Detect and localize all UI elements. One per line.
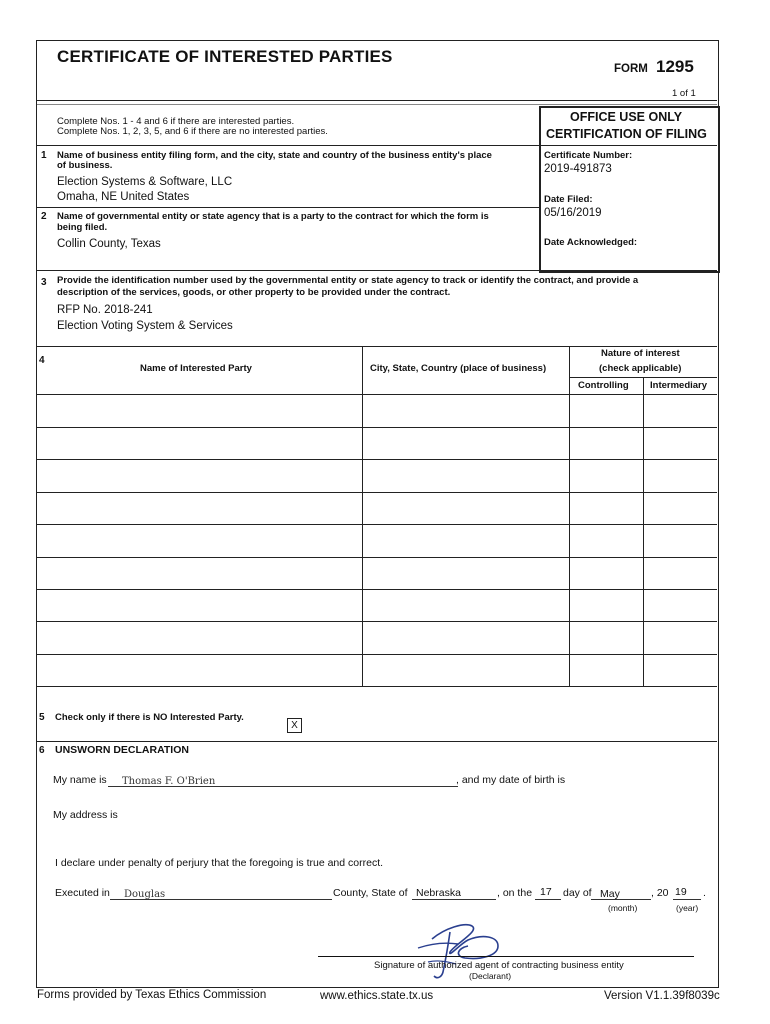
year-line [673, 899, 701, 900]
certificate-number-value: 2019-491873 [544, 163, 612, 175]
column-header-nature: Nature of interest [601, 348, 680, 359]
header-rule-2 [37, 104, 717, 105]
footer-left: Forms provided by Texas Ethics Commission [37, 989, 267, 1001]
table-header-rule [37, 394, 717, 395]
state-line [412, 899, 496, 900]
section-3-label-2: description of the services, goods, or other property to be provided under the contract. [57, 287, 451, 298]
section-2-rule [37, 207, 539, 208]
table-row [37, 686, 717, 687]
date-filed-label: Date Filed: [544, 194, 593, 205]
page-count: 1 of 1 [672, 88, 696, 99]
section-1-rule [37, 145, 539, 146]
name-prefix-label: My name is [53, 774, 107, 786]
county-value: Douglas [124, 889, 166, 900]
address-label: My address is [53, 809, 118, 821]
office-divider [540, 145, 717, 146]
table-row [37, 492, 717, 493]
section-4-rule [37, 346, 717, 347]
on-the-label: , on the [497, 887, 533, 899]
form-title: CERTIFICATE OF INTERESTED PARTIES [57, 47, 393, 66]
office-use-title: OFFICE USE ONLY [570, 110, 683, 124]
state-value: Nebraska [416, 887, 461, 899]
day-line [535, 899, 561, 900]
signature-caption: Signature of authorized agent of contracting business entity [374, 960, 624, 971]
contract-description-value: Election Voting System & Services [57, 320, 233, 332]
month-caption: (month) [608, 903, 638, 913]
section-1-label-1: Name of business entity filing form, and the city, state and country of the business entity's place [57, 150, 492, 161]
section-3-number: 3 [41, 277, 47, 288]
checkbox-mark: X [291, 720, 298, 731]
business-name-value: Election Systems & Software, LLC [57, 176, 233, 188]
governmental-entity-value: Collin County, Texas [57, 238, 161, 250]
column-header-name: Name of Interested Party [140, 363, 252, 374]
section-2-label-1: Name of governmental entity or state agency that is a party to the contract for which the form is [57, 211, 489, 222]
unsworn-declaration-title: UNSWORN DECLARATION [55, 744, 189, 756]
day-value: 17 [540, 886, 552, 898]
certificate-number-label: Certificate Number: [544, 150, 633, 161]
no-interested-party-checkbox[interactable] [287, 718, 302, 733]
section-5-label: Check only if there is NO Interested Party. [55, 712, 244, 723]
date-of-birth-label: , and my date of birth is [456, 774, 566, 786]
instructions-line-2: Complete Nos. 1, 2, 3, 5, and 6 if there are no interested parties. [57, 126, 328, 137]
signature-line [318, 956, 694, 957]
business-location-value: Omaha, NE United States [57, 191, 190, 203]
date-filed-value: 05/16/2019 [544, 207, 602, 219]
table-row [37, 621, 717, 622]
column-header-controlling: Controlling [578, 380, 629, 391]
table-row [37, 524, 717, 525]
day-of-label: day of [563, 887, 592, 899]
month-value: May [600, 888, 620, 900]
header-rule [37, 100, 717, 101]
county-label: County, State of [333, 887, 408, 899]
footer-url[interactable]: www.ethics.state.tx.us [320, 990, 434, 1002]
form-number: 1295 [656, 57, 694, 76]
year-end-mark: . [703, 887, 706, 899]
column-divider-3 [643, 377, 644, 686]
column-header-check: (check applicable) [599, 363, 682, 374]
table-row [37, 459, 717, 460]
declarant-caption: (Declarant) [469, 971, 512, 981]
column-header-intermediary: Intermediary [650, 380, 708, 391]
certification-title: CERTIFICATION OF FILING [546, 127, 707, 141]
table-row [37, 589, 717, 590]
executed-in-label: Executed in [55, 887, 110, 899]
section-5-number: 5 [39, 712, 45, 723]
section-3-rule [37, 270, 717, 271]
table-row [37, 427, 717, 428]
section-2-number: 2 [41, 211, 47, 222]
table-row [37, 654, 717, 655]
instructions-line-1: Complete Nos. 1 - 4 and 6 if there are interested parties. [57, 116, 295, 127]
contract-id-value: RFP No. 2018-241 [57, 304, 153, 316]
form-prefix: FORM [614, 63, 648, 75]
section-6-number: 6 [39, 745, 45, 756]
section-6-rule [37, 741, 717, 742]
declaration-statement: I declare under penalty of perjury that the foregoing is true and correct. [55, 857, 384, 869]
section-1-label-2: of business. [57, 160, 113, 171]
year-prefix-label: , 20 [651, 887, 669, 899]
year-caption: (year) [676, 903, 699, 913]
declarant-name-value: Thomas F. O'Brien [122, 776, 216, 787]
year-value: 19 [675, 886, 687, 898]
table-row [37, 557, 717, 558]
column-header-city: City, State, Country (place of business) [370, 363, 547, 374]
footer-version: Version V1.1.39f8039c [604, 990, 720, 1002]
section-1-number: 1 [41, 150, 47, 161]
date-acknowledged-label: Date Acknowledged: [544, 237, 638, 248]
section-3-label-1: Provide the identification number used by the governmental entity or state agency to track or identify the contract, and provide a [57, 275, 639, 286]
section-2-label-2: being filed. [57, 222, 108, 233]
column-divider-2 [569, 346, 570, 686]
section-4-number: 4 [39, 355, 45, 366]
column-divider-1 [362, 346, 363, 686]
